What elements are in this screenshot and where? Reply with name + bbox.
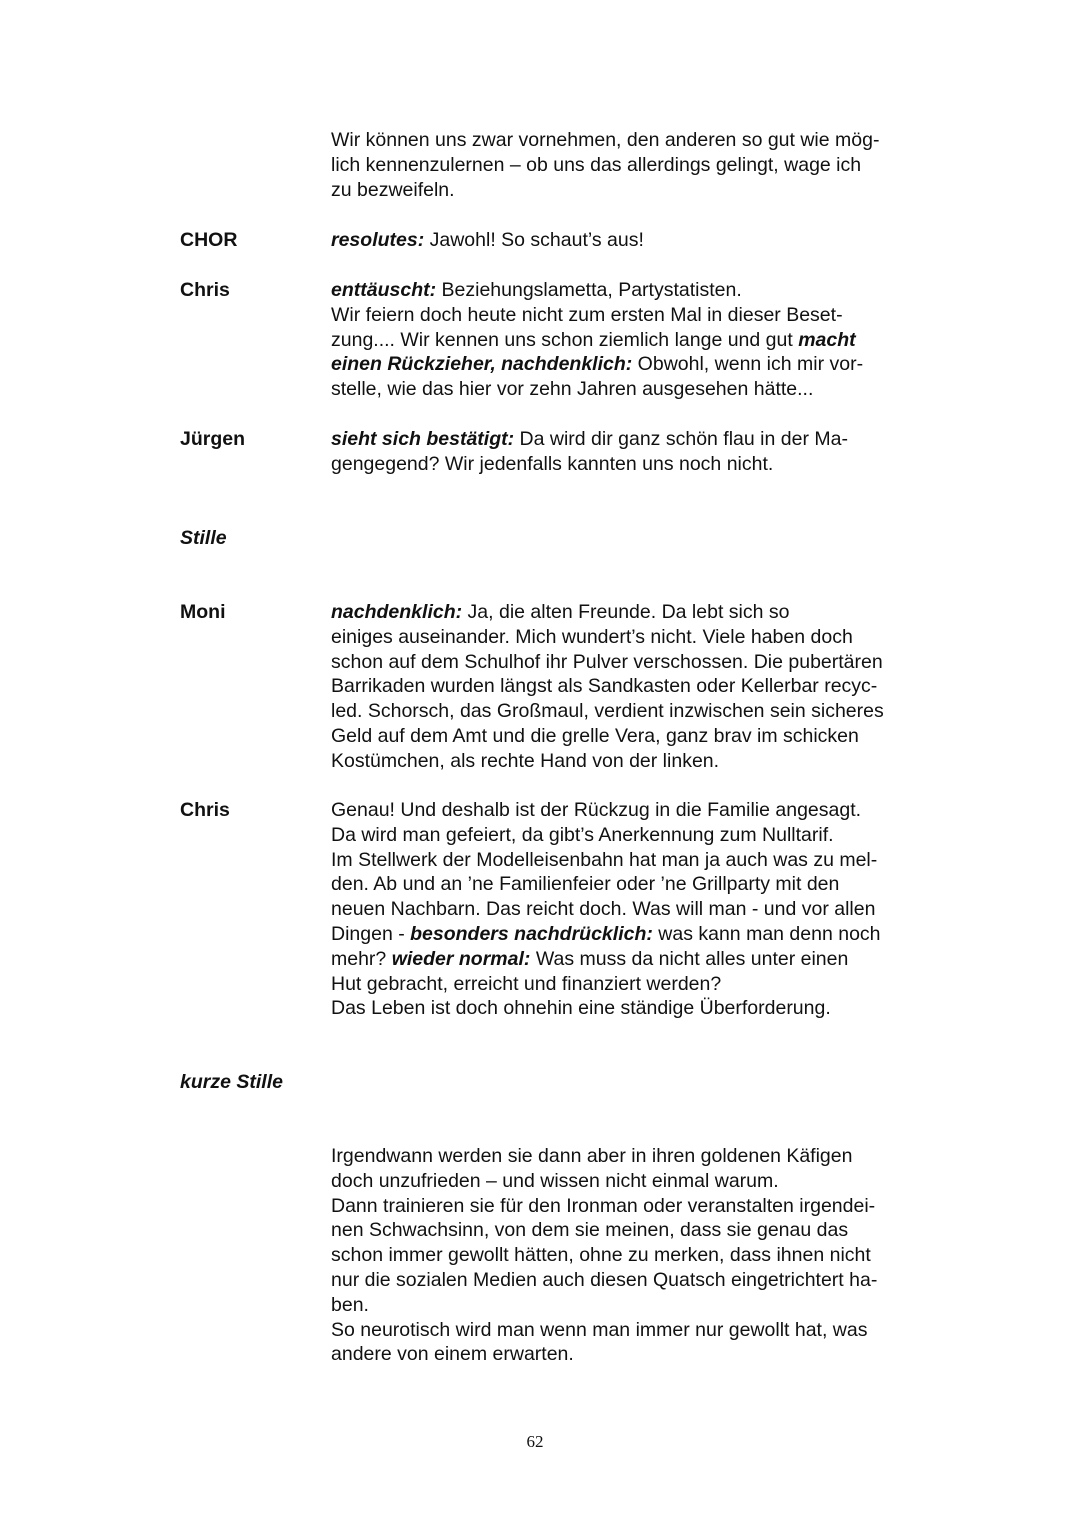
dialogue-line: Im Stellwerk der Modelleisenbahn hat man ja auch was zu mel- xyxy=(331,848,878,871)
moni-text xyxy=(331,600,951,774)
intro-text xyxy=(331,128,951,202)
stage-direction: besonders nachdrücklich: xyxy=(410,922,653,945)
dialogue-line: Kostümchen, als rechte Hand von der linken. xyxy=(331,749,720,772)
dialogue-line: Hut gebracht, erreicht und finanziert werden? xyxy=(331,972,722,995)
speaker-name: CHOR xyxy=(180,229,238,251)
stage-direction: sieht sich bestätigt: xyxy=(331,428,515,450)
dialogue-text: Jawohl! So schaut’s aus! xyxy=(424,229,644,251)
dialogue-line: Das Leben ist doch ohnehin eine ständige Überforderung. xyxy=(331,997,831,1020)
dialogue-line: stelle, wie das hier vor zehn Jahren ausgesehen hätte... xyxy=(331,378,814,401)
dialogue-line: Dann trainieren sie für den Ironman oder veranstalten irgendei- xyxy=(331,1194,876,1217)
dialogue-line: schon auf dem Schulhof ihr Pulver verschossen. Die pubertären xyxy=(331,650,883,673)
dialogue-text: zung.... Wir kennen uns schon ziemlich lange und gut xyxy=(331,328,799,351)
chris-text-1 xyxy=(331,278,951,402)
dialogue-line: einiges auseinander. Mich wundert’s nicht. Viele haben doch xyxy=(331,625,853,648)
stage-direction: resolutes: xyxy=(331,229,425,251)
dialogue-line: den. Ab und an ’ne Familienfeier oder ’ne Grillparty mit den xyxy=(331,873,840,896)
intro-line: lich kennenzulernen – ob uns das allerdings gelingt, wage ich xyxy=(331,153,862,176)
dialogue-text: Was muss da nicht alles unter einen xyxy=(530,947,849,970)
final-text xyxy=(331,1144,951,1367)
intro-line: Wir können uns zwar vornehmen, den anderen so gut wie mög- xyxy=(331,129,880,151)
dialogue-text: Da wird dir ganz schön flau in der Ma- xyxy=(514,428,848,450)
speaker-name: Jürgen xyxy=(180,428,246,450)
dialogue-line: schon immer gewollt hätten, ohne zu merken, dass ihnen nicht xyxy=(331,1244,871,1267)
chris-text-2 xyxy=(331,798,951,1021)
stage-direction: wieder normal: xyxy=(391,947,531,970)
stage-direction: macht xyxy=(798,328,856,351)
dialogue-line: Wir feiern doch heute nicht zum ersten Mal in dieser Beset- xyxy=(331,303,843,326)
dialogue-text: Obwohl, wenn ich mir vor- xyxy=(632,353,864,376)
dialogue-line: Barrikaden wurden längst als Sandkasten oder Kellerbar recyc- xyxy=(331,675,878,698)
dialogue-line: Geld auf dem Amt und die grelle Vera, ganz brav im schicken xyxy=(331,724,859,747)
dialogue-line: doch unzufrieden – und wissen nicht einmal warum. xyxy=(331,1169,779,1192)
dialogue-line: ben. xyxy=(331,1293,369,1316)
dialogue-line: led. Schorsch, das Großmaul, verdient inzwischen sein sicheres xyxy=(331,700,884,723)
dialogue-line: So neurotisch wird man wenn man immer nur gewollt hat, was xyxy=(331,1318,868,1341)
stage-direction: nachdenklich: xyxy=(331,601,463,623)
dialogue-line: neuen Nachbarn. Das reicht doch. Was will man - und vor allen xyxy=(331,898,876,921)
stage-direction-stille: Stille xyxy=(180,527,227,549)
stage-direction-kurze-stille: kurze Stille xyxy=(180,1071,283,1093)
dialogue-text: Beziehungslametta, Partystatisten. xyxy=(436,279,742,301)
speaker-name: Moni xyxy=(180,601,226,623)
dialogue-line: Da wird man gefeiert, da gibt’s Anerkennung zum Nulltarif. xyxy=(331,823,834,846)
chor-text xyxy=(331,228,951,253)
speaker-name: Chris xyxy=(180,799,230,821)
intro-line: zu bezweifeln. xyxy=(331,178,455,201)
stage-direction: enttäuscht: xyxy=(331,279,437,301)
dialogue-line: Irgendwann werden sie dann aber in ihren goldenen Käfigen xyxy=(331,1145,853,1167)
speaker-name: Chris xyxy=(180,279,230,301)
dialogue-line: Genau! Und deshalb ist der Rückzug in die Familie angesagt. xyxy=(331,799,862,821)
dialogue-line: nur die sozialen Medien auch diesen Quatsch eingetrichtert ha- xyxy=(331,1268,878,1291)
dialogue-line: gengegend? Wir jedenfalls kannten uns noch nicht. xyxy=(331,452,774,475)
dialogue-text: Ja, die alten Freunde. Da lebt sich so xyxy=(462,601,790,623)
dialogue-text: mehr? xyxy=(331,947,392,970)
dialogue-text: Dingen - xyxy=(331,922,411,945)
dialogue-line: andere von einem erwarten. xyxy=(331,1343,574,1366)
dialogue-line: nen Schwachsinn, von dem sie meinen, dass sie genau das xyxy=(331,1219,849,1242)
dialogue-text: was kann man denn noch xyxy=(652,922,881,945)
page-number: 62 xyxy=(526,1432,544,1451)
stage-direction: einen Rückzieher, nachdenklich: xyxy=(331,353,633,376)
juergen-text xyxy=(331,427,951,477)
